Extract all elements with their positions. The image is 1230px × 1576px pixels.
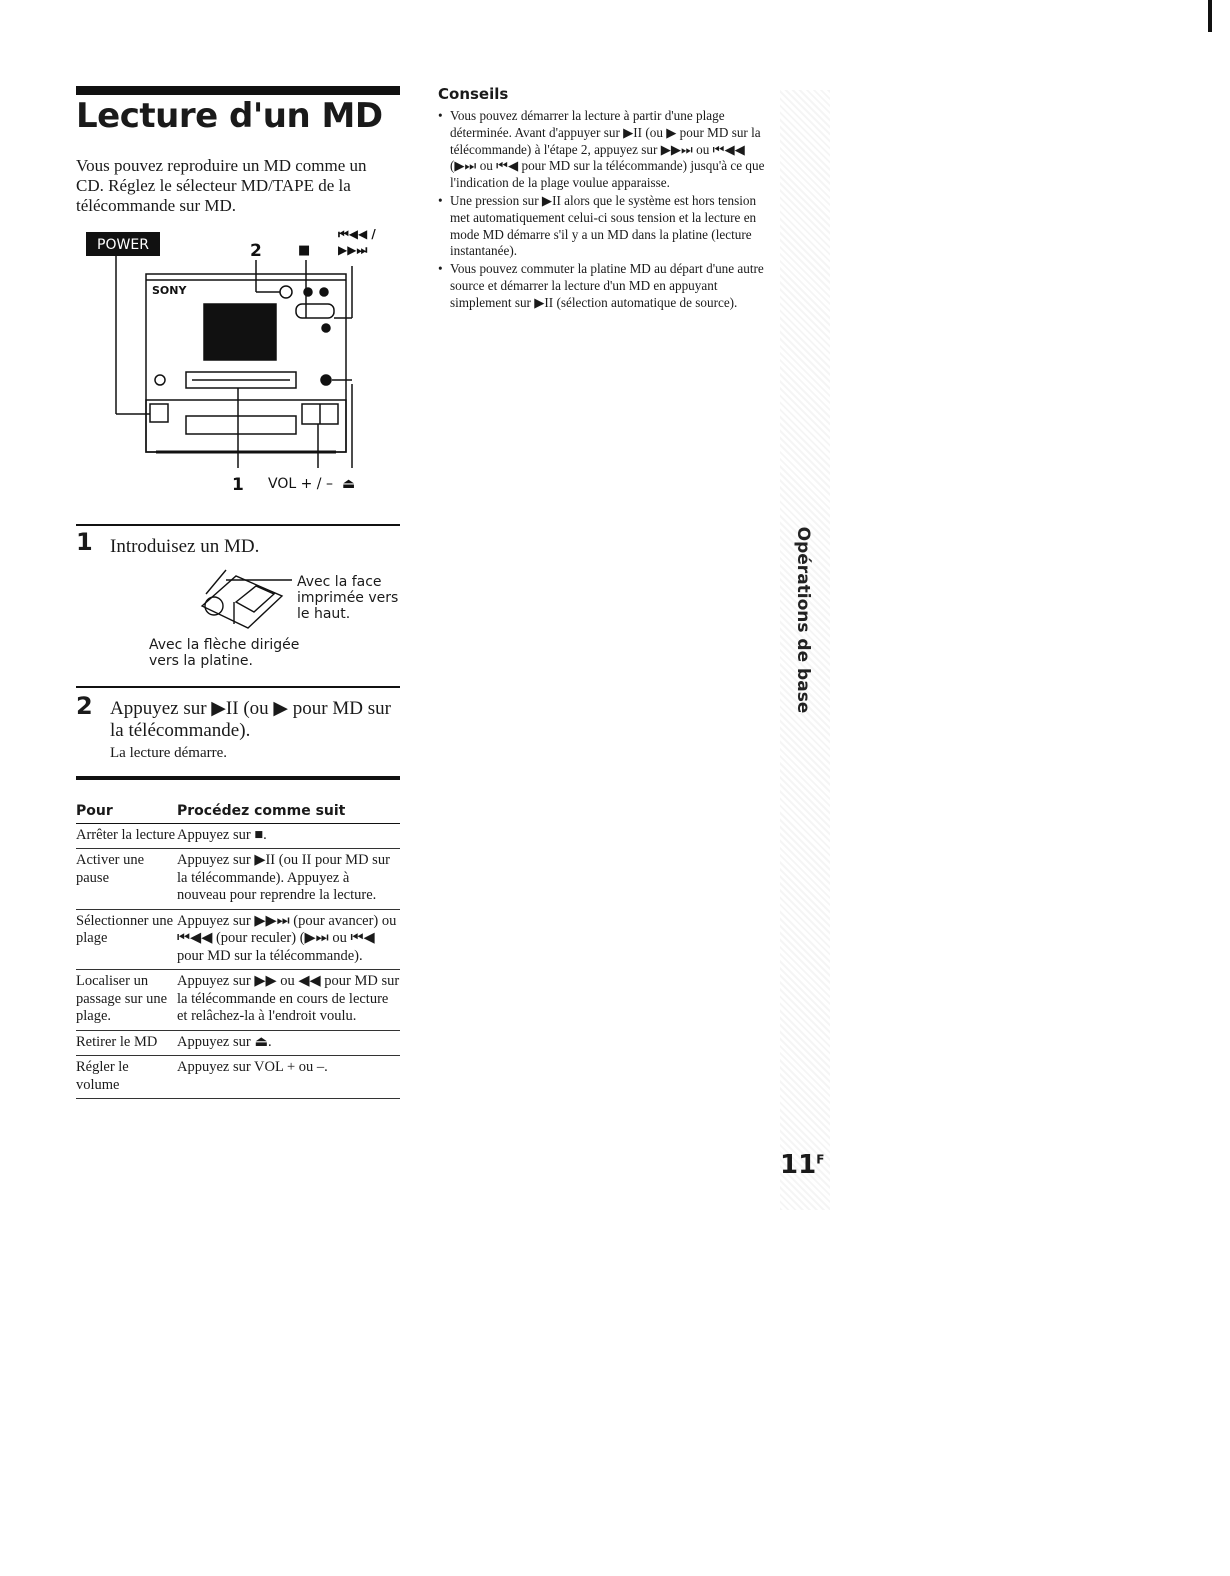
table-cell-procedure: Appuyez sur VOL + ou –. <box>177 1056 400 1099</box>
step-1-text: Introduisez un MD. <box>110 536 260 557</box>
power-label: POWER <box>97 237 149 253</box>
table-header-procedure: Procédez comme suit <box>177 800 400 823</box>
page-edge-mark <box>1208 0 1212 32</box>
table-row <box>76 1056 400 1099</box>
table-cell-procedure: Appuyez sur ▶II (ou II pour MD sur la télécommande). Appuyez à nouveau pour reprendre la lecture. <box>177 849 400 910</box>
section-tab <box>782 520 824 720</box>
step-2-note: La lecture démarre. <box>110 745 228 761</box>
callout-stop: ■ <box>298 243 311 258</box>
table-row <box>76 849 400 910</box>
section-tab-label: Opérations de base <box>793 526 813 714</box>
tip-item: • Vous pouvez démarrer la lecture à partir d'une plage déterminée. Avant d'appuyer sur ▶II (ou ▶ pour MD sur la télécommande) à l'étape 2, appuyez sur ▶▶⏭ ou ⏮◀◀ (▶⏭ ou ⏮◀ pour MD sur la télécommande) jusqu'à ce que l'indication de la plage voulue apparaisse. <box>438 108 768 192</box>
tip-item: • Vous pouvez commuter la platine MD au départ d'une autre source et démarrer la lecture d'un MD en appuyant simplement sur ▶II (sélection automatique de source). <box>438 261 768 311</box>
page-number <box>780 1150 824 1180</box>
table-cell-procedure: Appuyez sur ⏏. <box>177 1030 400 1056</box>
brand-label: SONY <box>152 284 187 297</box>
title-rule <box>76 86 400 95</box>
table-top-rule <box>76 776 400 780</box>
page-number-value: 11 <box>780 1150 817 1180</box>
table-cell-action: Localiser un passage sur une plage. <box>76 970 177 1031</box>
callout-skip-forward: ▶▶⏭ <box>338 243 368 257</box>
table-header-row <box>76 800 400 823</box>
step-1-number: 1 <box>76 528 93 556</box>
callout-arrow-direction: Avec la flèche dirigée vers la platine. <box>149 637 300 669</box>
device-illustration <box>86 222 406 494</box>
table-row <box>76 823 400 849</box>
md-insert-illustration <box>196 566 292 636</box>
callout-printed-face: Avec la face imprimée vers le haut. <box>297 574 399 622</box>
table-cell-procedure: Appuyez sur ▶▶ ou ◀◀ pour MD sur la télécommande en cours de lecture et relâchez-la à l'endroit voulu. <box>177 970 400 1031</box>
callout-step-2: 2 <box>250 241 262 261</box>
table-cell-action: Régler le volume <box>76 1056 177 1099</box>
step-1-rule <box>76 524 400 526</box>
table-cell-procedure: Appuyez sur ■. <box>177 823 400 849</box>
page-title: Lecture d'un MD <box>76 96 383 136</box>
tips-list <box>438 108 768 313</box>
intro-paragraph: Vous pouvez reproduire un MD comme un CD. Réglez le sélecteur MD/TAPE de la télécommande sur MD. <box>76 156 367 215</box>
table-row <box>76 1030 400 1056</box>
table-cell-action: Activer une pause <box>76 849 177 910</box>
table-row <box>76 909 400 970</box>
table-cell-action: Arrêter la lecture <box>76 823 177 849</box>
callout-skip-back: ⏮◀◀ / <box>338 227 376 241</box>
callout-step-1: 1 <box>232 475 244 494</box>
table-cell-action: Sélectionner une plage <box>76 909 177 970</box>
tips-heading: Conseils <box>438 85 509 103</box>
operations-table <box>76 800 400 1099</box>
step-2-text: Appuyez sur ▶II (ou ▶ pour MD sur la télécommande). <box>110 698 391 741</box>
callout-eject: ⏏ <box>342 476 356 492</box>
step-2-number: 2 <box>76 692 93 720</box>
table-cell-procedure: Appuyez sur ▶▶⏭ (pour avancer) ou ⏮◀◀ (pour reculer) (▶⏭ ou ⏮◀ pour MD sur la télécommande). <box>177 909 400 970</box>
table-header-pour: Pour <box>76 800 177 823</box>
page-number-suffix: F <box>816 1152 825 1167</box>
tip-item: • Une pression sur ▶II alors que le système est hors tension met automatiquement celui-ci sous tension et la lecture en mode MD démarre s'il y a un MD dans la platine (lecture instantanée). <box>438 193 768 260</box>
callout-volume: VOL + / – <box>268 476 333 492</box>
table-cell-action: Retirer le MD <box>76 1030 177 1056</box>
step-2-rule <box>76 686 400 688</box>
table-row <box>76 970 400 1031</box>
